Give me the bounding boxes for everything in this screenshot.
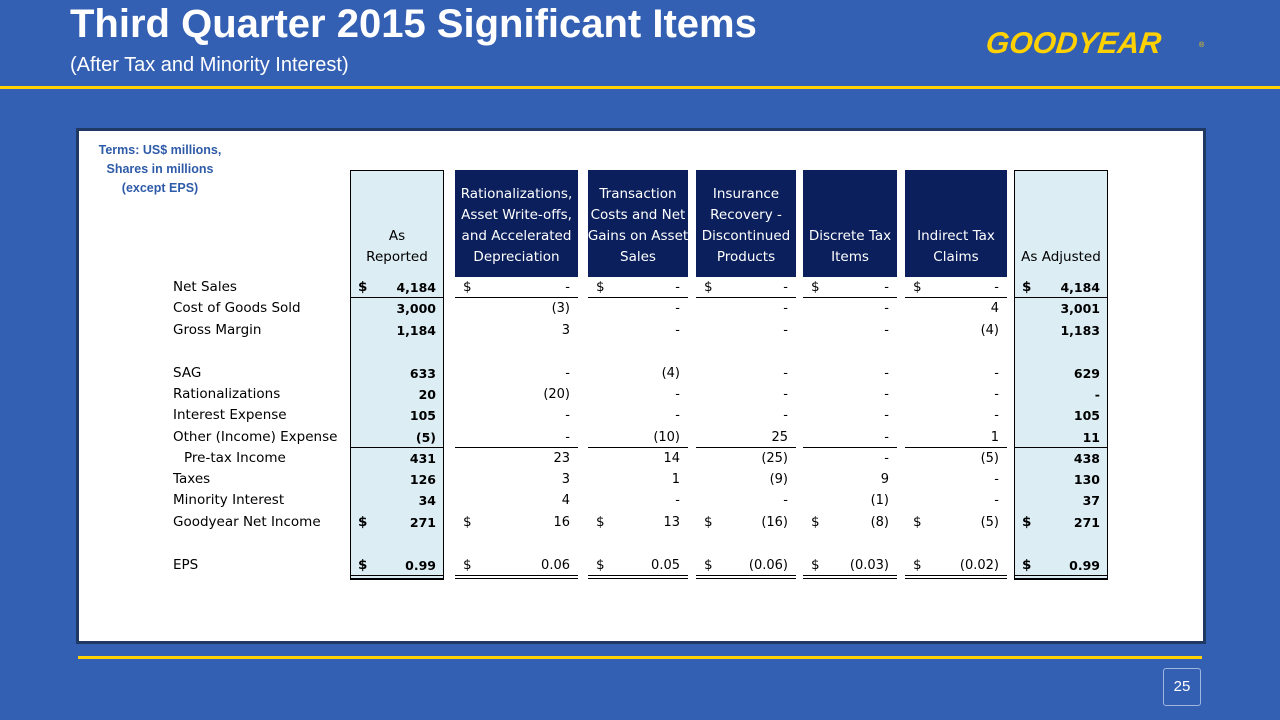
column-header-line: Depreciation bbox=[473, 249, 560, 265]
row-label: Goodyear Net Income bbox=[173, 514, 321, 530]
underline bbox=[696, 447, 796, 448]
table-cell: (25) bbox=[761, 451, 788, 466]
underline bbox=[588, 447, 688, 448]
underline bbox=[588, 297, 688, 298]
underline bbox=[350, 297, 444, 298]
currency-symbol: $ bbox=[358, 514, 368, 530]
column-header-line: Rationalizations, bbox=[460, 186, 573, 202]
table-cell: 16 bbox=[553, 515, 570, 530]
table-cell: - bbox=[565, 280, 570, 295]
table-cell: (3) bbox=[551, 301, 570, 316]
underline bbox=[1014, 447, 1108, 448]
column-header-line: Reported bbox=[366, 249, 428, 265]
table-cell: - bbox=[675, 301, 680, 316]
column-header-line: Costs and Net bbox=[590, 207, 686, 223]
table-cell: 3,000 bbox=[396, 301, 436, 316]
underline bbox=[803, 578, 897, 579]
column-header-line: Items bbox=[831, 249, 869, 265]
currency-symbol: $ bbox=[358, 557, 368, 573]
underline bbox=[588, 575, 688, 576]
underline bbox=[696, 297, 796, 298]
table-cell: - bbox=[565, 366, 570, 381]
underline bbox=[803, 447, 897, 448]
currency-symbol: $ bbox=[1022, 514, 1032, 530]
table-cell: (16) bbox=[761, 515, 788, 530]
table-cell: - bbox=[884, 323, 889, 338]
table-cell: 126 bbox=[409, 472, 436, 487]
table-cell: 0.06 bbox=[541, 558, 570, 573]
column-header-line: Transaction bbox=[599, 186, 677, 202]
table-cell: - bbox=[783, 301, 788, 316]
table-cell: - bbox=[783, 408, 788, 423]
currency-symbol: $ bbox=[463, 279, 472, 295]
row-label: Minority Interest bbox=[173, 492, 285, 508]
table-cell: - bbox=[994, 280, 999, 295]
underline bbox=[350, 578, 444, 579]
table-cell: 11 bbox=[1082, 430, 1100, 445]
underline bbox=[905, 575, 1007, 576]
page-title: Third Quarter 2015 Significant Items bbox=[70, 2, 757, 46]
goodyear-logo bbox=[986, 26, 1161, 62]
table-cell: 105 bbox=[409, 408, 436, 423]
currency-symbol: $ bbox=[704, 279, 713, 295]
page-subtitle: (After Tax and Minority Interest) bbox=[70, 54, 349, 76]
table-cell: - bbox=[675, 323, 680, 338]
table-cell: (9) bbox=[769, 472, 788, 487]
table-cell: 3 bbox=[561, 472, 570, 487]
underline bbox=[1014, 297, 1108, 298]
table-cell: - bbox=[1094, 387, 1100, 402]
underline bbox=[1014, 578, 1108, 579]
table-cell: - bbox=[565, 430, 570, 445]
currency-symbol: $ bbox=[913, 557, 922, 573]
column-header-line: As bbox=[388, 228, 406, 244]
table-cell: - bbox=[994, 366, 999, 381]
table-cell: 4,184 bbox=[396, 280, 436, 295]
table-cell: (5) bbox=[415, 430, 436, 445]
currency-symbol: $ bbox=[704, 557, 713, 573]
currency-symbol: $ bbox=[463, 557, 472, 573]
currency-symbol: $ bbox=[913, 514, 922, 530]
table-cell: (0.06) bbox=[748, 558, 788, 573]
underline bbox=[696, 578, 796, 579]
column-header-line: Claims bbox=[933, 249, 979, 265]
table-cell: - bbox=[884, 430, 889, 445]
table-cell: 431 bbox=[409, 451, 436, 466]
column-header-line: Products bbox=[716, 249, 776, 265]
table-cell: 3 bbox=[561, 323, 570, 338]
column-header-line: Discontinued bbox=[701, 228, 791, 244]
table-cell: - bbox=[783, 280, 788, 295]
table-cell: 0.99 bbox=[1069, 558, 1100, 573]
underline bbox=[455, 447, 578, 448]
underline bbox=[696, 575, 796, 576]
top-divider bbox=[0, 86, 1280, 89]
table-cell: (0.03) bbox=[849, 558, 889, 573]
currency-symbol: $ bbox=[358, 279, 368, 295]
table-cell: - bbox=[675, 280, 680, 295]
table-cell: - bbox=[783, 387, 788, 402]
row-label: Other (Income) Expense bbox=[173, 429, 338, 445]
row-label: EPS bbox=[173, 557, 199, 573]
table-cell: 9 bbox=[880, 472, 889, 487]
table-cell: - bbox=[884, 387, 889, 402]
column-header-line: Asset Write-offs, bbox=[461, 207, 572, 223]
page-number: 25 bbox=[1163, 668, 1201, 706]
table-cell: 25 bbox=[771, 430, 788, 445]
table-cell: 0.99 bbox=[405, 558, 436, 573]
table-cell: 0.05 bbox=[651, 558, 680, 573]
table-cell: 1 bbox=[990, 430, 999, 445]
underline bbox=[1014, 575, 1108, 576]
currency-symbol: $ bbox=[596, 279, 605, 295]
currency-symbol: $ bbox=[1022, 557, 1032, 573]
currency-symbol: $ bbox=[596, 514, 605, 530]
row-label: Taxes bbox=[173, 471, 211, 487]
column-header-line: Discrete Tax bbox=[808, 228, 892, 244]
table-cell: (10) bbox=[653, 430, 680, 445]
table-cell: (8) bbox=[870, 515, 889, 530]
underline bbox=[803, 575, 897, 576]
table-cell: 4 bbox=[561, 493, 570, 508]
table-cell: 1,183 bbox=[1060, 323, 1100, 338]
currency-symbol: $ bbox=[1022, 279, 1032, 295]
underline bbox=[588, 578, 688, 579]
row-label: Cost of Goods Sold bbox=[173, 300, 301, 316]
registered-mark: ® bbox=[1199, 42, 1205, 49]
column-header-line: Sales bbox=[620, 249, 656, 265]
currency-symbol: $ bbox=[811, 279, 820, 295]
table-cell: - bbox=[884, 301, 889, 316]
table-cell: 37 bbox=[1082, 493, 1100, 508]
table-cell: 271 bbox=[1073, 515, 1100, 530]
table-cell: 3,001 bbox=[1060, 301, 1100, 316]
row-label: Rationalizations bbox=[173, 386, 281, 402]
currency-symbol: $ bbox=[463, 514, 472, 530]
column-header-line: Insurance bbox=[712, 186, 780, 202]
terms-note bbox=[90, 141, 230, 198]
table-cell: - bbox=[994, 493, 999, 508]
row-label: Pre-tax Income bbox=[184, 450, 286, 466]
currency-symbol: $ bbox=[596, 557, 605, 573]
column-header-line: Indirect Tax bbox=[917, 228, 995, 244]
currency-symbol: $ bbox=[913, 279, 922, 295]
table-cell: 1 bbox=[671, 472, 680, 487]
table-cell: 1,184 bbox=[396, 323, 436, 338]
bottom-divider bbox=[78, 656, 1202, 659]
table-cell: (5) bbox=[980, 515, 999, 530]
table-cell: (4) bbox=[980, 323, 999, 338]
row-label: Interest Expense bbox=[173, 407, 287, 423]
table-cell: - bbox=[675, 387, 680, 402]
table-cell: 14 bbox=[663, 451, 680, 466]
table-cell: - bbox=[994, 472, 999, 487]
table-cell: (5) bbox=[980, 451, 999, 466]
underline bbox=[803, 297, 897, 298]
table-cell: (20) bbox=[543, 387, 570, 402]
table-cell: 105 bbox=[1073, 408, 1100, 423]
table-cell: - bbox=[783, 366, 788, 381]
currency-symbol: $ bbox=[811, 514, 820, 530]
underline bbox=[455, 297, 578, 298]
table-cell: 4,184 bbox=[1060, 280, 1100, 295]
table-cell: 13 bbox=[663, 515, 680, 530]
table-cell: 4 bbox=[990, 301, 999, 316]
table-cell: 23 bbox=[553, 451, 570, 466]
table-cell: - bbox=[884, 408, 889, 423]
table-cell: - bbox=[565, 408, 570, 423]
column-header-line: and Accelerated bbox=[461, 228, 572, 244]
underline bbox=[455, 578, 578, 579]
column-header-line: As Adjusted bbox=[1021, 249, 1101, 265]
table-cell: 633 bbox=[409, 366, 436, 381]
row-label: Gross Margin bbox=[173, 322, 262, 338]
table-cell: - bbox=[884, 280, 889, 295]
currency-symbol: $ bbox=[704, 514, 713, 530]
row-label: Net Sales bbox=[173, 279, 237, 295]
terms-line: Terms: US$ millions, bbox=[98, 143, 222, 157]
table-cell: - bbox=[783, 493, 788, 508]
table-cell: - bbox=[783, 323, 788, 338]
table-cell: - bbox=[994, 387, 999, 402]
table-cell: 20 bbox=[418, 387, 436, 402]
column-header-line: Recovery - bbox=[710, 207, 782, 223]
terms-line: Shares in millions bbox=[106, 162, 214, 176]
table-cell: - bbox=[994, 408, 999, 423]
underline bbox=[350, 575, 444, 576]
underline bbox=[905, 447, 1007, 448]
table-cell: (0.02) bbox=[959, 558, 999, 573]
table-cell: 34 bbox=[418, 493, 436, 508]
table-cell: - bbox=[884, 451, 889, 466]
table-cell: - bbox=[675, 408, 680, 423]
underline bbox=[905, 297, 1007, 298]
currency-symbol: $ bbox=[811, 557, 820, 573]
underline bbox=[350, 447, 444, 448]
table-cell: 438 bbox=[1073, 451, 1100, 466]
logo-text: GOODYEAR bbox=[984, 27, 1163, 60]
table-cell: - bbox=[675, 493, 680, 508]
row-label: SAG bbox=[173, 365, 202, 381]
table-cell: 130 bbox=[1073, 472, 1100, 487]
table-cell: 271 bbox=[409, 515, 436, 530]
column-header-line: Gains on Asset bbox=[587, 228, 689, 244]
table-cell: (4) bbox=[661, 366, 680, 381]
table-cell: 629 bbox=[1073, 366, 1100, 381]
table-cell: - bbox=[884, 366, 889, 381]
underline bbox=[455, 575, 578, 576]
table-cell: (1) bbox=[870, 493, 889, 508]
underline bbox=[905, 578, 1007, 579]
terms-line: (except EPS) bbox=[121, 181, 199, 195]
